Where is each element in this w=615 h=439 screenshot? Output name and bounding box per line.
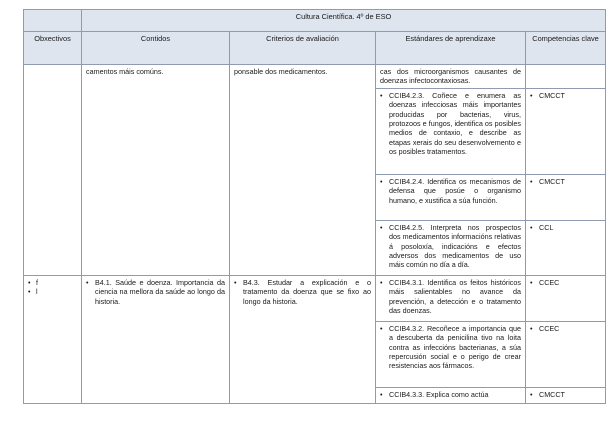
estandar-cell: [376, 174, 526, 220]
criterios-cell: [230, 65, 376, 276]
table-title-row: [24, 10, 606, 32]
estandar-cell: [376, 387, 526, 403]
competencia-cell: [526, 220, 606, 275]
obxectivos-list: [28, 278, 77, 297]
column-header-competencias: Competencias clave: [526, 32, 606, 65]
obxectivos-cell: [24, 275, 82, 403]
competencia-cell: [526, 275, 606, 321]
estandar-text: • CCIB4.3.1. Identifica os feitos históricos máis salientables no avance da prevención, a detección e o tratamento das doenzas.: [380, 278, 521, 316]
column-header-contidos: Contidos: [82, 32, 230, 65]
estandar-text: cas dos microorganismos causantes de doenzas infectocontaxiosas.: [380, 67, 521, 86]
table-title: Cultura Científica. 4º de ESO: [82, 10, 606, 32]
competencia-text: • CMCCT: [530, 177, 601, 186]
table-row: [24, 275, 606, 321]
estandar-text: • CCIB4.2.5. Interpreta nos prospectos dos medicamentos informacións relativas á posoloxía, indicacións e efectos adversos dos medicamentos de uso máis común no día a día.: [380, 223, 521, 270]
estandar-cell: [376, 65, 526, 89]
competencia-cell: [526, 65, 606, 89]
obxectivo-item: • l: [28, 287, 77, 296]
title-blank-cell: [24, 10, 82, 32]
competencia-text: • CMCCT: [530, 91, 601, 100]
competencia-text: • CMCCT: [530, 390, 601, 399]
column-header-obxectivos: Obxectivos: [24, 32, 82, 65]
estandar-cell: [376, 275, 526, 321]
estandar-cell: [376, 321, 526, 387]
criterios-cell: [230, 275, 376, 403]
contidos-text: • B4.1. Saúde e doenza. Importancia da ciencia na mellora da saúde ao longo da historia.: [86, 278, 225, 306]
table-row: [24, 65, 606, 89]
column-header-criterios: Criterios de avaliación: [230, 32, 376, 65]
estandar-text: • CCIB4.2.4. Identifica os mecanismos de defensa que posúe o organismo humano, e xustifica a súa función.: [380, 177, 521, 205]
contidos-cell: [82, 275, 230, 403]
estandar-text: • CCIB4.3.3. Explica como actúa: [380, 390, 521, 399]
obxectivos-cell: [24, 65, 82, 276]
competencia-text: • CCL: [530, 223, 601, 232]
curriculum-table: [23, 9, 606, 404]
competencia-text: • CCEC: [530, 324, 601, 333]
column-header-estandares: Estándares de aprendizaxe: [376, 32, 526, 65]
contidos-cell: [82, 65, 230, 276]
curriculum-page: [23, 9, 606, 404]
contidos-text: camentos máis comúns.: [86, 67, 164, 76]
criterios-text: ponsable dos medicamentos.: [234, 67, 328, 76]
competencia-cell: [526, 174, 606, 220]
competencia-cell: [526, 387, 606, 403]
estandar-text: • CCIB4.2.3. Coñece e enumera as doenzas infecciosas máis importantes producidas por bacterias, virus, protozoos e fungos, identifica os posibles medios de contaxio, e describe as etapas xerais do seu desenvolvemento e os posibles tratamentos.: [380, 91, 521, 157]
estandar-cell: [376, 220, 526, 275]
competencia-text: • CCEC: [530, 278, 601, 287]
competencia-cell: [526, 321, 606, 387]
estandar-text: • CCIB4.3.2. Recoñece a importancia que a descuberta da penicilina tivo na loita contra as infeccións bacterianas, a súa repercusión social e o perigo de crear resistencias aos fármacos.: [380, 324, 521, 371]
estandar-cell: [376, 88, 526, 174]
column-header-row: [24, 32, 606, 65]
obxectivo-item: • f: [28, 278, 77, 287]
competencia-cell: [526, 88, 606, 174]
criterios-text: • B4.3. Estudar a explicación e o tratamento da doenza que se fixo ao longo da historia.: [234, 278, 371, 306]
